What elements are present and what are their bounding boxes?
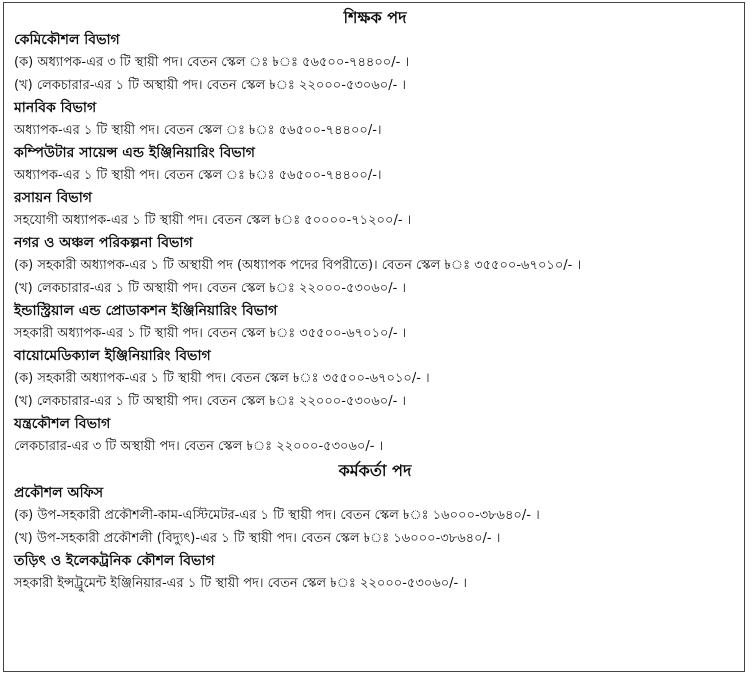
department-heading: বায়োমেডিক্যাল ইঞ্জিনিয়ারিং বিভাগ [14, 348, 211, 364]
department-heading: যন্ত্রকৌশল বিভাগ [14, 416, 111, 432]
department-heading: মানবিক বিভাগ [14, 100, 97, 116]
job-circular-document [3, 2, 745, 672]
department-heading: কেমিকৌশল বিভাগ [14, 32, 120, 48]
department-heading: নগর ও অঞ্চল পরিকল্পনা বিভাগ [14, 235, 193, 251]
post-line: (ক) উপ-সহকারী প্রকৌশলী-কাম-এস্টিমেটর-এর ১ টি স্থায়ী পদ। বেতন স্কেল ৳ঃ ১৬০০০-৩৮৬৪০/- । [14, 508, 540, 523]
post-line: সহকারী অধ্যাপক-এর ১ টি স্থায়ী পদ। বেতন স্কেল ৳ঃ ৩৫৫০০-৬৭০১০/- । [14, 326, 407, 341]
post-line: (খ) লেকচারার-এর ১ টি অস্থায়ী পদ। বেতন স্কেল ৳ঃ ২২০০০-৫৩০৬০/- । [14, 281, 407, 296]
post-line: (ক) সহকারী অধ্যাপক-এর ১ টি অস্থায়ী পদ (অধ্যাপক পদের বিপরীতে)। বেতন স্কেল ৳ঃ ৩৫৫০০-৬৭০১০/- । [14, 258, 582, 273]
post-line: সহযোগী অধ্যাপক-এর ১ টি স্থায়ী পদ। বেতন স্কেল ৳ঃ ৫০০০০-৭১২০০/- । [14, 213, 412, 228]
department-heading: রসায়ন বিভাগ [14, 190, 92, 206]
post-line: (ক) সহকারী অধ্যাপক-এর ১ টি স্থায়ী পদ। বেতন স্কেল ৳ঃ ৩৫৫০০-৬৭০১০/- । [14, 371, 430, 386]
section-title-officer-posts: কর্মকর্তা পদ [338, 461, 412, 480]
section-title-teacher-posts: শিক্ষক পদ [343, 8, 407, 27]
department-heading: তড়িৎ ও ইলেকট্রনিক কৌশল বিভাগ [14, 553, 215, 569]
post-line: সহকারী ইন্সট্রুমেন্ট ইঞ্জিনিয়ার-এর ১ টি স্থায়ী পদ। বেতন স্কেল ৳ঃ ২২০০০-৫৩০৬০/- । [14, 576, 468, 591]
post-line: (খ) লেকচারার-এর ১ টি অস্থায়ী পদ। বেতন স্কেল ৳ঃ ২২০০০-৫৩০৬০/- । [14, 78, 407, 93]
post-line: অধ্যাপক-এর ১ টি স্থায়ী পদ। বেতন স্কেল ঃ ৳ঃ ৫৬৫০০-৭৪৪০০/-। [14, 168, 382, 183]
post-line: (খ) উপ-সহকারী প্রকৌশলী (বিদ্যুৎ)-এর ১ টি স্থায়ী পদ। বেতন স্কেল ৳ঃ ১৬০০০-৩৮৬৪০/- । [14, 531, 501, 546]
department-heading: ইন্ডাস্ট্রিয়াল এন্ড প্রোডাকশন ইঞ্জিনিয়ারিং বিভাগ [14, 303, 278, 319]
department-heading: প্রকৌশল অফিস [14, 485, 104, 501]
post-line: অধ্যাপক-এর ১ টি স্থায়ী পদ। বেতন স্কেল ঃ ৳ঃ ৫৬৫০০-৭৪৪০০/-। [14, 123, 382, 138]
post-line: লেকচারার-এর ৩ টি অস্থায়ী পদ। বেতন স্কেল ৳ঃ ২২০০০-৫৩০৬০/- । [14, 439, 384, 454]
post-line: (ক) অধ্যাপক-এর ৩ টি স্থায়ী পদ। বেতন স্কেল ঃ ৳ঃ ৫৬৫০০-৭৪৪০০/- । [14, 55, 410, 70]
department-heading: কম্পিউটার সায়েন্স এন্ড ইঞ্জিনিয়ারিং বিভাগ [14, 145, 255, 161]
post-line: (খ) লেকচারার-এর ১ টি অস্থায়ী পদ। বেতন স্কেল ৳ঃ ২২০০০-৫৩০৬০/- । [14, 394, 407, 409]
